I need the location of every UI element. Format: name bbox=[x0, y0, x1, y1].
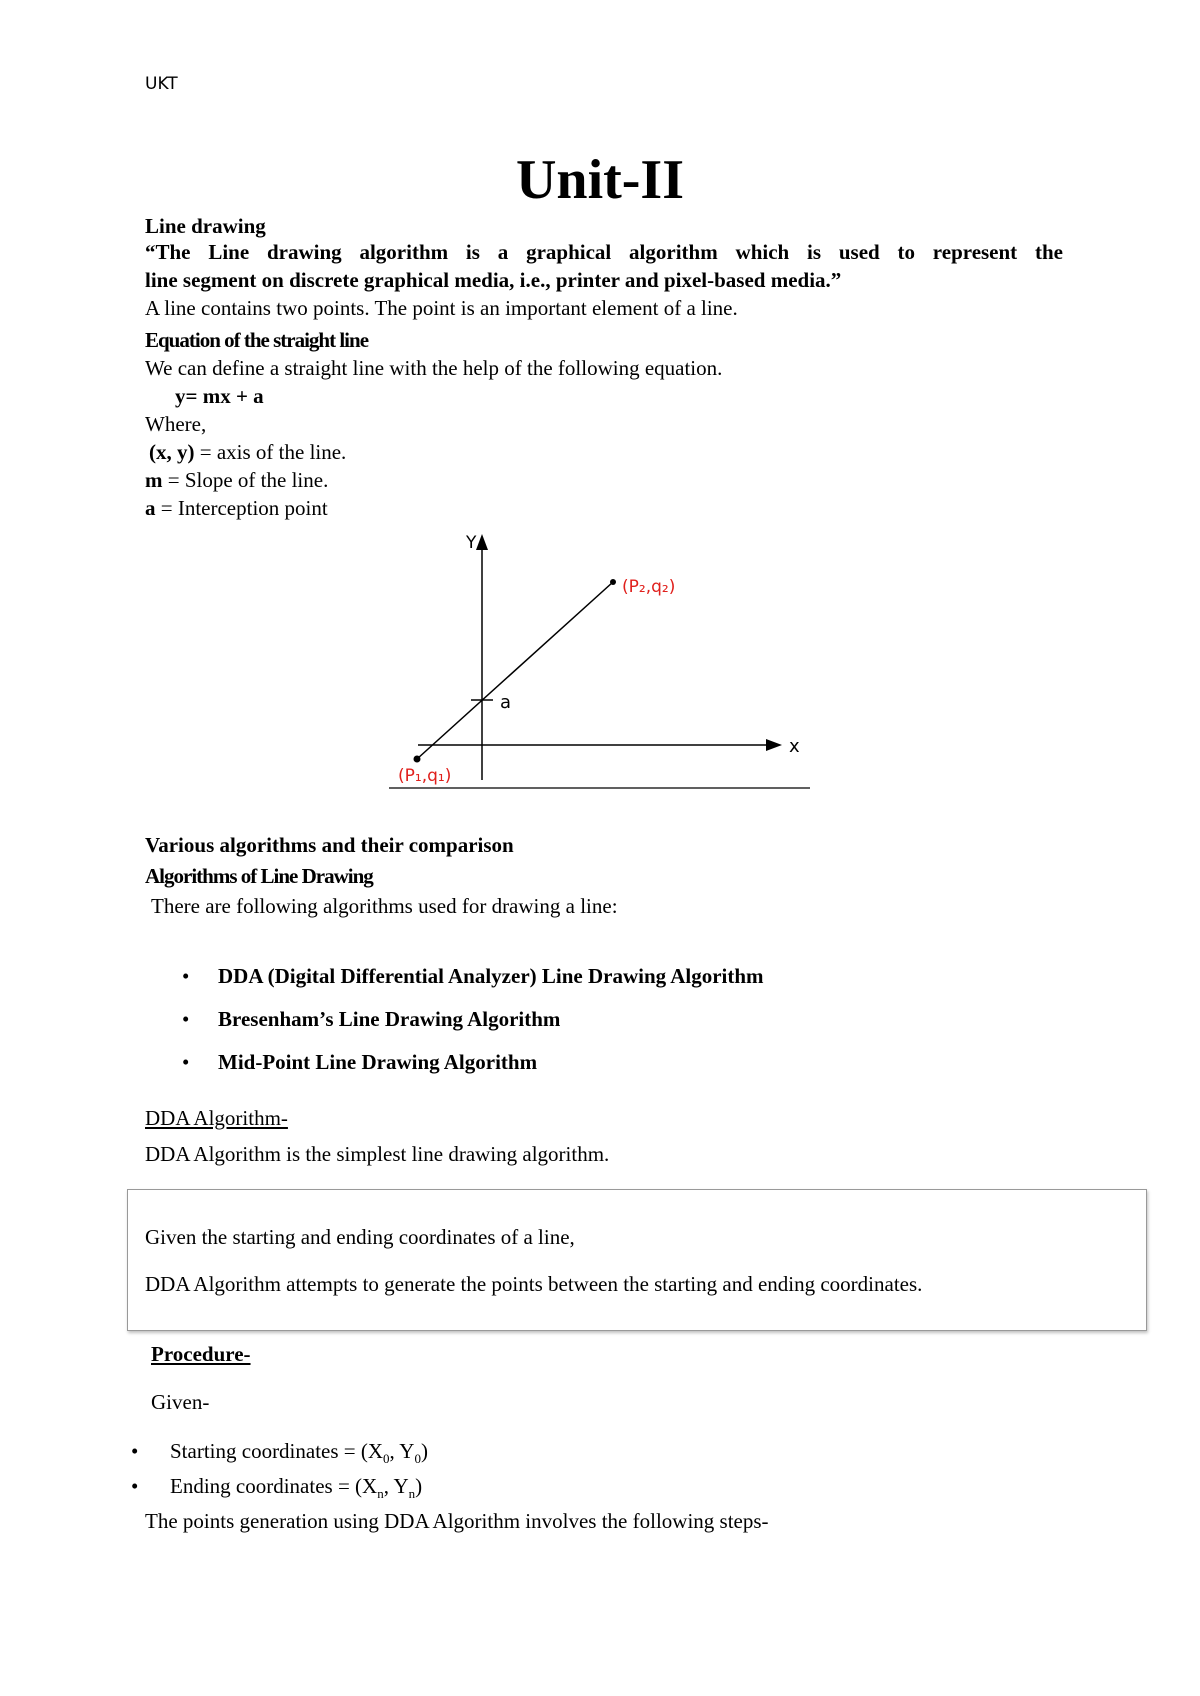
ending-coordinates-close: ) bbox=[415, 1474, 423, 1498]
starting-coordinates bbox=[170, 1437, 428, 1473]
ending-coordinates-sep: , Y bbox=[383, 1474, 409, 1498]
algorithm-list-item: Bresenham’s Line Drawing Algorithm bbox=[218, 1007, 561, 1031]
algorithm-list-item: DDA (Digital Differential Analyzer) Line Drawing Algorithm bbox=[218, 964, 764, 988]
dda-intro-text: DDA Algorithm is the simplest line drawing algorithm. bbox=[145, 1142, 610, 1166]
definition-quote-line-1: “The Line drawing algorithm is a graphical algorithm which is used to represent the bbox=[145, 240, 1063, 264]
line-intro-text: A line contains two points. The point is an important element of a line. bbox=[145, 296, 738, 320]
y-axis-label: Y bbox=[466, 533, 477, 553]
starting-coordinates-label: Starting coordinates = (X bbox=[170, 1439, 384, 1463]
p1-label: (P₁,q₁) bbox=[398, 766, 452, 786]
definition-quote-line-2: line segment on discrete graphical media, i.e., printer and pixel-based media.” bbox=[145, 268, 842, 292]
x-axis-arrowhead bbox=[766, 739, 782, 751]
bullet-dot: • bbox=[131, 1474, 139, 1498]
equation-heading: Equation of the straight line bbox=[145, 328, 369, 352]
page-header-label: UKT bbox=[145, 74, 178, 94]
ending-coordinates bbox=[170, 1472, 422, 1508]
bullet-dot: • bbox=[182, 1050, 190, 1074]
line-diagram bbox=[0, 0, 1200, 820]
y-axis-arrowhead bbox=[476, 534, 488, 550]
definition-xy-text: = axis of the line. bbox=[194, 440, 347, 464]
p2-label: (P₂,q₂) bbox=[622, 577, 676, 597]
starting-coordinates-sub-x: 0 bbox=[383, 1451, 390, 1467]
plotted-line bbox=[417, 582, 613, 759]
intercept-label: a bbox=[500, 692, 512, 713]
point-p2 bbox=[610, 579, 616, 585]
ending-coordinates-label: Ending coordinates = (X bbox=[170, 1474, 378, 1498]
dda-definition-box bbox=[127, 1189, 1147, 1331]
procedure-given-text: Given- bbox=[151, 1390, 210, 1414]
dda-box-line-1: Given the starting and ending coordinates of a line, bbox=[145, 1225, 575, 1249]
dda-box-line-2: DDA Algorithm attempts to generate the points between the starting and ending coordinates. bbox=[145, 1272, 923, 1296]
dda-heading: DDA Algorithm- bbox=[145, 1106, 288, 1130]
starting-coordinates-sep: , Y bbox=[389, 1439, 415, 1463]
point-p1 bbox=[414, 756, 421, 763]
ending-coordinates-sub-x: n bbox=[377, 1486, 384, 1502]
where-text: Where, bbox=[145, 412, 207, 436]
definition-xy-term: (x, y) bbox=[149, 440, 195, 464]
bullet-dot: • bbox=[182, 964, 190, 988]
procedure-heading: Procedure- bbox=[151, 1342, 251, 1366]
x-axis-label: x bbox=[789, 736, 800, 757]
definition-a-text: = Interception point bbox=[155, 496, 328, 520]
page-title: Unit-II bbox=[515, 149, 685, 211]
bullet-dot: • bbox=[182, 1007, 190, 1031]
steps-intro-text: The points generation using DDA Algorithm involves the following steps- bbox=[145, 1509, 769, 1533]
equation-intro-text: We can define a straight line with the help of the following equation. bbox=[145, 356, 723, 380]
starting-coordinates-sub-y: 0 bbox=[414, 1451, 421, 1467]
equation-formula: y= mx + a bbox=[175, 384, 264, 408]
algorithms-heading: Various algorithms and their comparison bbox=[145, 833, 514, 857]
algorithms-intro-text: There are following algorithms used for drawing a line: bbox=[151, 894, 618, 918]
line-drawing-heading: Line drawing bbox=[145, 214, 266, 238]
definition-a-term: a bbox=[145, 496, 156, 520]
definition-m-text: = Slope of the line. bbox=[162, 468, 329, 492]
ending-coordinates-sub-y: n bbox=[408, 1486, 416, 1502]
definition-m-term: m bbox=[145, 468, 163, 492]
algorithms-subheading: Algorithms of Line Drawing bbox=[145, 864, 373, 888]
bullet-dot: • bbox=[131, 1439, 139, 1463]
starting-coordinates-close: ) bbox=[420, 1439, 428, 1463]
algorithm-list-item: Mid-Point Line Drawing Algorithm bbox=[218, 1050, 538, 1074]
